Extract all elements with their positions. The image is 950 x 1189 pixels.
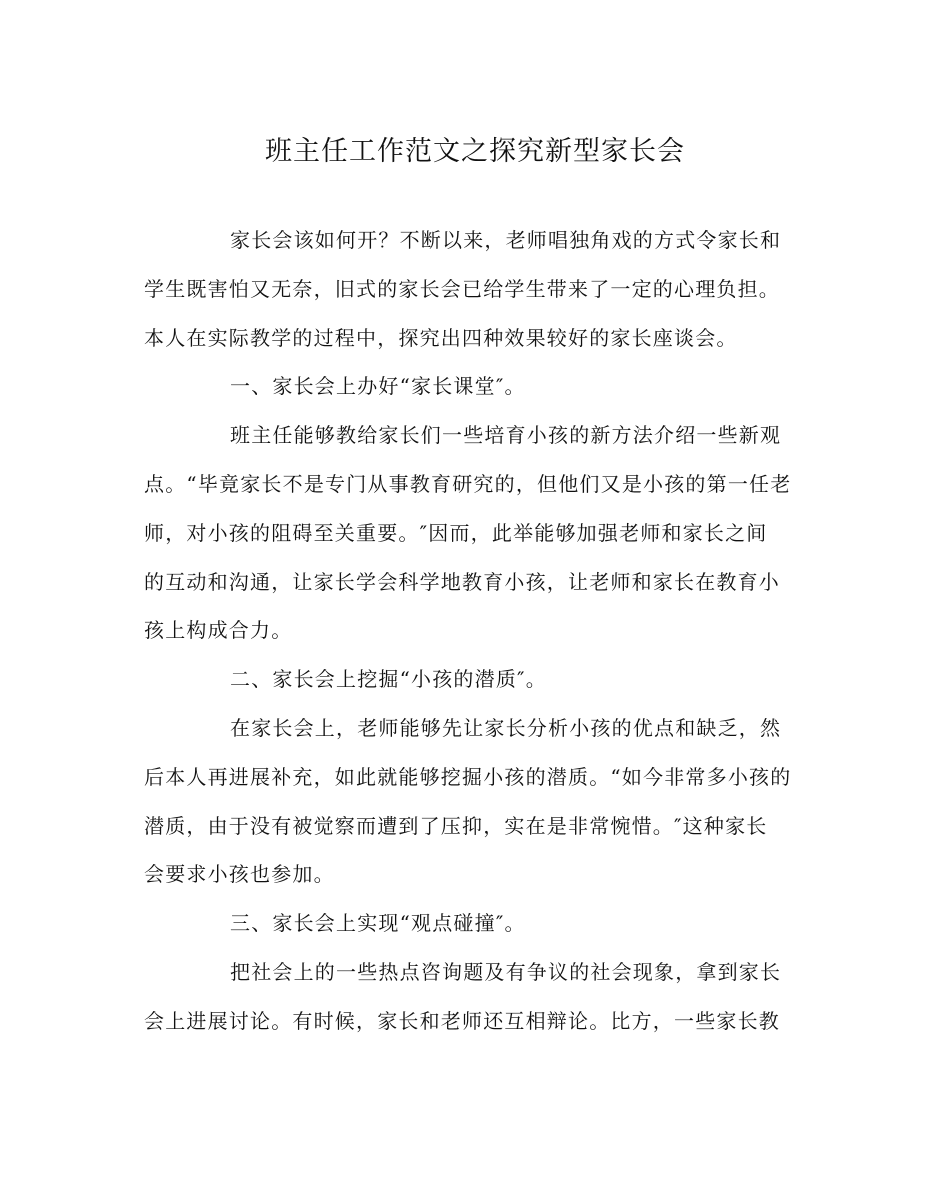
text-line: 家长会该如何开？不断以来，老师唱独角戏的方式令家长和: [230, 228, 782, 252]
section-heading-1: [144, 362, 810, 411]
text-line: 潜质，由于没有被觉察而遭到了压抑，实在是非常惋惜。″这种家长: [144, 813, 768, 838]
document-body: [144, 216, 810, 1046]
text-line: 班主任能够教给家长们一些培育小孩的新方法介绍一些新观: [230, 423, 782, 448]
section-heading-2: [144, 655, 810, 704]
text-line: 学生既害怕又无奈，旧式的家长会已给学生带来了一定的心理负担。: [144, 276, 780, 301]
paragraph-section-1: [144, 411, 810, 655]
section-heading-3: [144, 899, 810, 948]
heading-text: 一、家长会上办好“家长课堂″。: [230, 374, 526, 399]
document-title: 班主任工作范文之探究新型家长会: [265, 136, 685, 167]
text-line: 的互动和沟通，让家长学会科学地教育小孩，让老师和家长在教育小: [144, 569, 780, 594]
paragraph-section-2: [144, 704, 810, 899]
text-line: 在家长会上，老师能够先让家长分析小孩的优点和缺乏，然: [230, 715, 782, 740]
paragraph-section-3: [144, 948, 810, 1046]
text-line: 把社会上的一些热点咨询题及有争议的社会现象，拿到家长: [230, 959, 782, 984]
paragraph-intro: [144, 216, 810, 362]
text-line: 孩上构成合力。: [144, 618, 293, 643]
text-line: 本人在实际教学的过程中，探究出四种效果较好的家长座谈会。: [144, 325, 738, 350]
heading-text: 二、家长会上挖掘“小孩的潜质″。: [230, 667, 547, 692]
text-line: 点。“毕竟家长不是专门从事教育研究的，但他们又是小孩的第一任老: [144, 471, 792, 496]
heading-text: 三、家长会上实现“观点碰撞″。: [230, 911, 526, 936]
text-line: 会要求小孩也参加。: [144, 862, 335, 887]
text-line: 师，对小孩的阻碍至关重要。″因而，此举能够加强老师和家长之间: [144, 520, 768, 545]
text-line: 后本人再进展补充，如此就能够挖掘小孩的潜质。“如今非常多小孩的: [144, 764, 792, 789]
text-line: 会上进展讨论。有时候，家长和老师还互相辩论。比方，一些家长教: [144, 1008, 780, 1033]
